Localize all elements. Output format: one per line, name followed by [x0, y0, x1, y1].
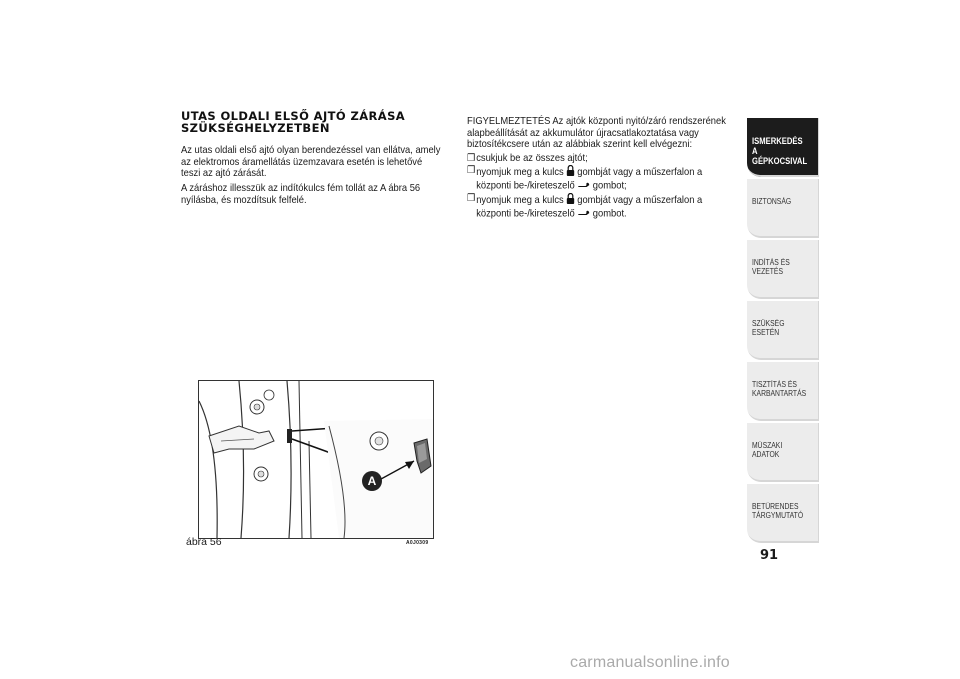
list-item — [467, 193, 734, 220]
tab-technical-data[interactable] — [747, 422, 819, 482]
central-lock-switch-icon — [577, 180, 590, 192]
padlock-icon — [566, 193, 574, 208]
bullet-text-a: nyomjuk meg a kulcs — [476, 167, 564, 179]
callout-letter: A — [367, 474, 377, 488]
tab-emergency[interactable] — [747, 300, 819, 360]
page-number: 91 — [760, 548, 779, 563]
tab-maintenance[interactable] — [747, 361, 819, 421]
tab-label: BETŰRENDES TÁRGYMUTATÓ — [752, 502, 804, 520]
intro-paragraph: Az utas oldali első ajtó olyan berendezéssel van ellátva, amely az elektromos áramellátás üzemzavara esetén is lehetővé teszi az ajtó zárását. — [181, 145, 441, 180]
bullet-icon: ❒ — [467, 152, 476, 164]
list-item — [467, 165, 734, 192]
tab-label: INDÍTÁS ÉS VEZETÉS — [752, 258, 790, 276]
central-lock-switch-icon — [577, 208, 590, 220]
figure-code: A0J0309 — [406, 540, 429, 546]
bullet-text-a: nyomjuk meg a kulcs — [476, 195, 564, 207]
figure-caption: ábra 56 — [186, 536, 222, 548]
tab-label: BIZTONSÁG — [752, 197, 792, 206]
bullet-text: csukjuk be az összes ajtót; — [476, 152, 588, 164]
bullet-icon: ❒ — [467, 193, 476, 205]
tab-label: SZÜKSÉG ESETÉN — [752, 319, 785, 337]
tab-safety[interactable] — [747, 178, 819, 238]
warning-section — [467, 116, 734, 221]
list-item — [467, 153, 734, 165]
callout-label-a — [362, 471, 382, 491]
instruction-paragraph: A záráshoz illesszük az indítókulcs fém tollát az A ábra 56 nyílásba, és mozdítsuk felfelé. — [181, 183, 421, 206]
tab-index[interactable] — [747, 483, 819, 543]
watermark: carmanualsonline.info — [570, 654, 730, 671]
tab-label: TISZTÍTÁS ÉS KARBANTARTÁS — [752, 380, 807, 398]
heading-line-1: UTAS OLDALI ELSŐ AJTÓ ZÁRÁSA — [181, 109, 406, 123]
tab-getting-to-know[interactable] — [747, 117, 819, 177]
section-heading — [181, 110, 446, 134]
bullet-text-c: gombot; — [592, 180, 627, 192]
tab-label: MŰSZAKI ADATOK — [752, 441, 783, 459]
tab-label: ISMERKEDÉS A GÉPKOCSIVAL — [752, 136, 808, 166]
door-latch-drawing — [199, 381, 433, 538]
heading-line-2: SZÜKSÉGHELYZETBEN — [181, 121, 330, 135]
door-lock-illustration — [198, 380, 434, 539]
bullet-icon: ❒ — [467, 165, 476, 177]
padlock-icon — [566, 165, 574, 180]
bullet-text-b: gombját vagy a műszerfalon a központi be-/kireteszelő — [476, 195, 703, 220]
bullet-text-b: gombját vagy a műszerfalon a központi be-/kireteszelő — [476, 167, 703, 192]
tab-starting-driving[interactable] — [747, 239, 819, 299]
warning-paragraph: FIGYELMEZTETÉS Az ajtók központi nyitó/záró rendszerének alapbeállítását az akkumulátor újracsatlakoztatása vagy biztosítékcsere után az alábbiak szerint kell elvégezni: — [467, 116, 726, 151]
bullet-text-c: gombot. — [592, 208, 627, 220]
